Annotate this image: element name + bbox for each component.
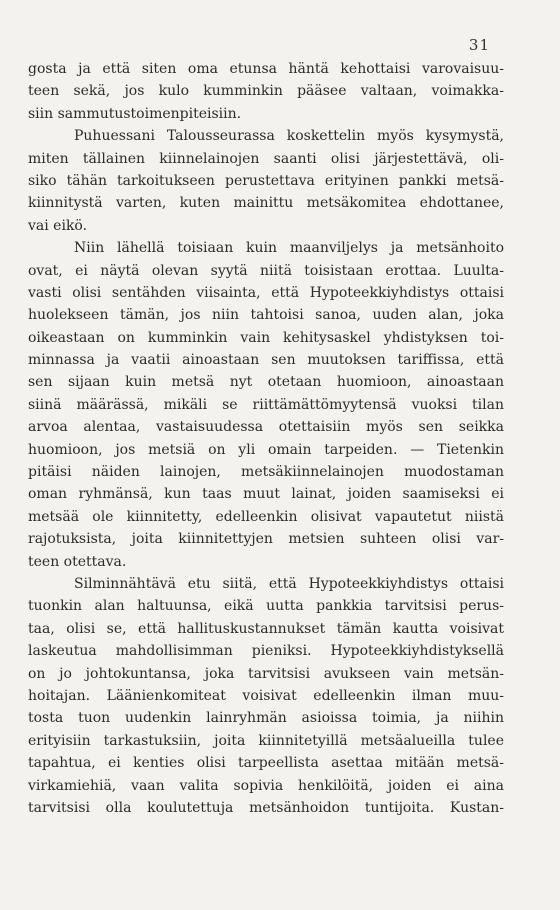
text-line: kiinnitystä varten, kuten mainittu metsäkomitea ehdottanee, [28,195,504,212]
text-line: Puhuessani Talousseurassa koskettelin myös kysymystä, [74,128,504,145]
text-line: huolekseen tämän, jos niin tahtoisi sanoa, uuden alan, joka [28,307,504,324]
text-line: ovat, ei näytä olevan syytä niitä toisistaan erottaa. Luulta- [28,262,504,279]
text-line: teen otettava. [28,553,127,570]
text-line: huomioon, jos metsiä on yli omain tarpeiden. — Tietenkin [28,441,504,458]
body-text [28,58,504,819]
text-line: erityisiin tarkastuksiin, joita kiinnitetyillä metsäalueilla tulee [28,732,504,749]
text-line: Silminnähtävä etu siitä, että Hypoteekkiyhdistys ottaisi [74,575,504,592]
text-line: arvoa alentaa, vastaisuudessa otettaisiin myös sen seikka [28,419,504,436]
page-number: 31 [468,36,490,54]
text-line: siko tähän tarkoitukseen perustettava erityinen pankki metsä- [28,172,504,189]
text-line: virkamiehiä, vaan valita sopivia henkilöitä, joiden ei aina [28,777,504,794]
text-line: vai eikö. [28,217,88,234]
text-line: oikeastaan on kumminkin vain kehitysaskel yhdistyksen toi- [28,329,504,346]
text-line: tapahtua, ei kenties olisi tarpeellista asettaa mitään metsä- [28,755,504,772]
text-line: rajotuksista, joita kiinnitettyjen metsien suhteen olisi var- [28,531,504,548]
text-line: Niin lähellä toisiaan kuin maanviljelys ja metsänhoito [74,240,504,257]
text-line: teen sekä, jos kulo kumminkin pääsee valtaan, voimakka- [28,83,504,100]
text-line: metsää ole kiinnitetty, edelleenkin olisivat vapautetut niistä [28,508,504,525]
text-line: laskeutua mahdollisimman pieniksi. Hypoteekkiyhdistyksellä [28,643,504,660]
text-line: tuonkin alan haltuunsa, eikä uutta pankkia tarvitsisi perus- [28,598,504,615]
text-line: taa, olisi se, että hallituskustannukset tämän kautta voisivat [28,620,504,637]
text-line: minnassa ja vaatii ainoastaan sen muutoksen tariffissa, että [28,352,504,369]
text-line: pitäisi näiden lainojen, metsäkiinnelainojen muodostaman [28,464,504,481]
text-line: siinä määrässä, mikäli se riittämättömyytensä vuoksi tilan [28,396,504,413]
text-line: hoitajan. Läänienkomiteat voisivat edelleenkin ilman muu- [28,687,504,704]
text-line: tosta tuon uudenkin lainryhmän asioissa toimia, ja niihin [28,710,504,727]
text-line: vasti olisi sentähden viisainta, että Hypoteekkiyhdistys ottaisi [28,284,504,301]
text-line: on jo johtokuntansa, joka tarvitsisi avukseen vain metsän- [28,665,504,682]
text-line: miten tällainen kiinnelainojen saanti olisi järjestettävä, oli- [28,150,504,167]
text-line: sen sijaan kuin metsä nyt otetaan huomioon, ainoastaan [28,374,504,391]
text-line: gosta ja että siten oma etunsa häntä kehottaisi varovaisuu- [28,61,504,77]
text-line: oman ryhmänsä, kun taas muut lainat, joiden saamiseksi ei [28,486,504,503]
text-line: siin sammutustoimenpiteisiin. [28,105,242,122]
text-line: tarvitsisi olla koulutettuja metsänhoidon tuntijoita. Kustan- [28,799,504,816]
